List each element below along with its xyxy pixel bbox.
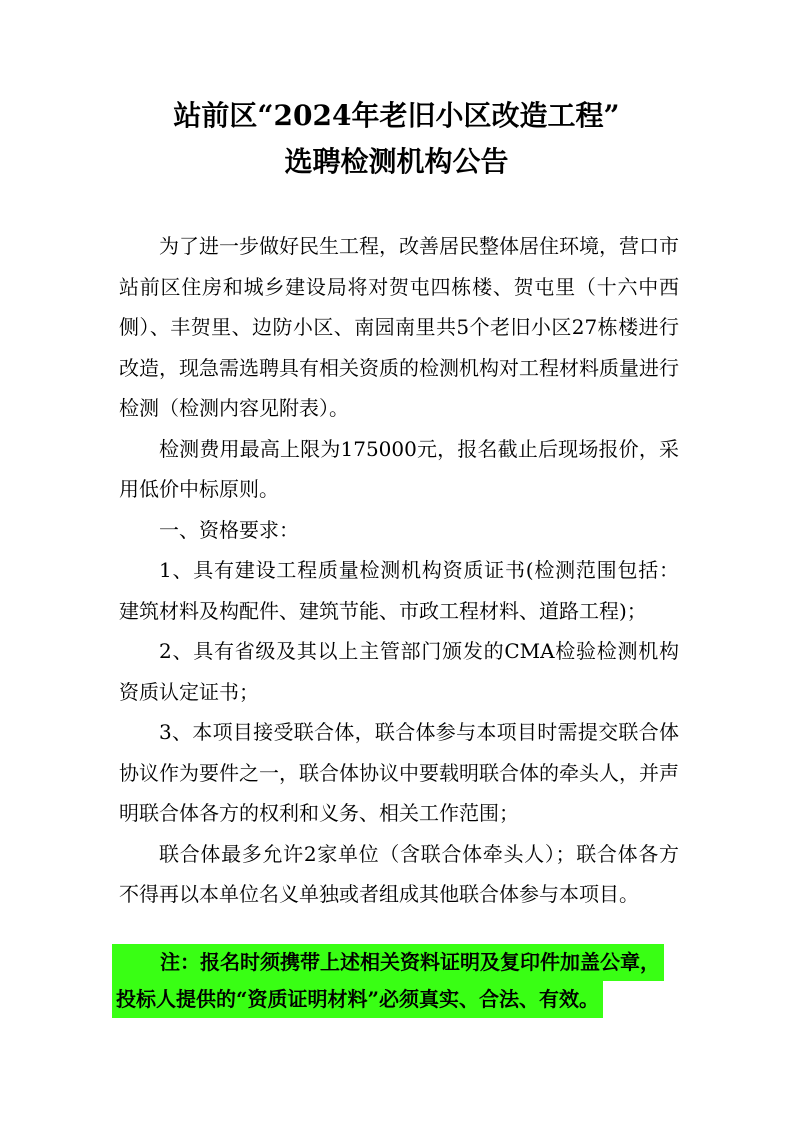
requirement-item-2: 2、具有省级及其以上主管部门颁发的CMA检验检测机构资质认定证书； [119,639,679,704]
notice-line-1: 注：报名时须携带上述相关资料证明及复印件加盖公章， [112,944,664,981]
consortium-paragraph: 联合体最多允许2家单位（含联合体牵头人）；联合体各方不得再以本单位名义单独或者组成其他联合体参与本项目。 [119,841,679,906]
fee-paragraph: 检测费用最高上限为175000元，报名截止后现场报价，采用低价中标原则。 [119,436,679,501]
highlighted-notice [112,944,692,1018]
page-title-line-2: 选聘检测机构公告 [284,145,509,178]
page-title-line-1: 站前区“2024年老旧小区改造工程” [173,99,620,132]
intro-paragraph: 为了进一步做好民生工程，改善居民整体居住环境，营口市站前区住房和城乡建设局将对贺屯四栋楼、贺屯里（十六中西侧）、丰贺里、边防小区、南园南里共5个老旧小区27栋楼进行改造，现急需选聘具有相关资质的检测机构对工程材料质量进行检测（检测内容见附表）。 [119,234,679,420]
announcement-body [119,226,679,915]
notice-line-2: 投标人提供的“资质证明材料”必须真实、合法、有效。 [112,981,603,1018]
requirement-item-1: 1、具有建设工程质量检测机构资质证书(检测范围包括：建筑材料及构配件、建筑节能、市政工程材料、道路工程)； [119,558,679,623]
section-heading-qualifications: 一、资格要求： [159,517,299,542]
requirement-item-3: 3、本项目接受联合体，联合体参与本项目时需提交联合体协议作为要件之一，联合体协议中要载明联合体的牵头人，并声明联合体各方的权利和义务、相关工作范围； [119,720,679,825]
